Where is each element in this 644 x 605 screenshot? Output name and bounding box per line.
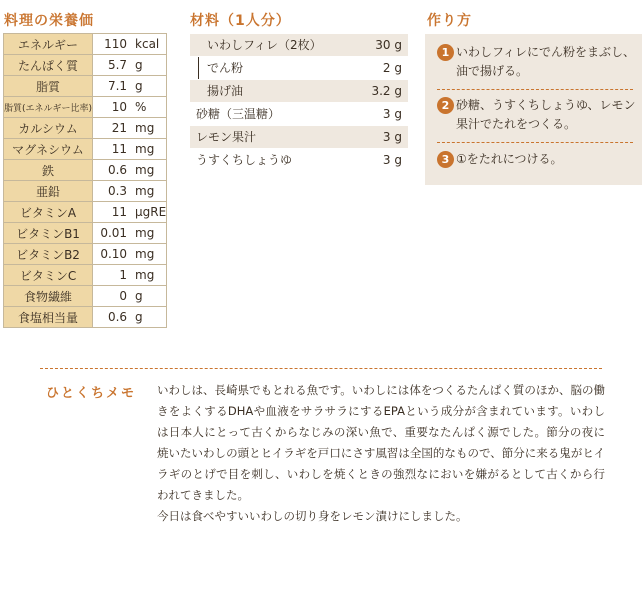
nutrient-name: カルシウム [4,118,93,139]
ingredient-amount: 3.2 g [371,84,402,98]
nutrient-value: 5.7 [107,58,128,72]
nutrient-unit: g [135,310,143,324]
nutrient-unit: mg [135,268,155,282]
nutrient-value: 10 [111,100,128,114]
ingredient-name: レモン果汁 [196,130,257,144]
ingredients-title: 材料（1人分） [190,13,291,29]
table-row [4,55,167,76]
nutrient-unit: g [135,289,143,303]
table-row [4,202,167,223]
list-item [190,34,408,57]
nutrient-unit: kcal [135,37,160,51]
nutrient-name: ビタミンC [4,265,93,286]
nutrient-unit: μgRE [135,205,167,219]
nutrient-name: 鉄 [4,160,93,181]
step-number-badge: 2 [437,97,454,114]
steps-panel [425,34,642,185]
memo-body [157,380,605,527]
nutrient-value: 0.10 [100,247,128,261]
step-item [437,96,637,134]
table-row [4,160,167,181]
list-item [190,80,408,103]
step-text: ①をたれにつける。 [456,152,563,166]
nutrient-unit: mg [135,226,155,240]
memo-paragraph: 今日は食べやすいいわしの切り身をレモン漬けにしました。 [157,509,468,523]
table-row [4,181,167,202]
nutrient-value: 0.01 [100,226,128,240]
nutrient-unit: % [135,100,147,114]
nutrient-name: エネルギー [4,34,93,55]
nutrient-value: 11 [111,142,128,156]
step-divider [437,89,633,90]
nutrient-unit: g [135,79,143,93]
list-item [190,149,408,172]
memo-title: ひとくちメモ [46,386,137,401]
step-number-badge: 1 [437,44,454,61]
nutrient-value: 0.6 [107,310,128,324]
nutrient-name: ビタミンB1 [4,223,93,244]
step-text: 砂糖、うすくちしょうゆ、レモン果汁でたれをつくる。 [456,98,636,131]
table-row [4,97,167,118]
step-text: いわしフィレにでん粉をまぶし、油で揚げる。 [456,45,636,78]
nutrient-unit: mg [135,121,155,135]
nutrient-name: ビタミンB2 [4,244,93,265]
ingredient-name: いわしフィレ（2枚） [207,38,322,52]
nutrient-value: 110 [104,37,128,51]
nutrient-name: ビタミンA [4,202,93,223]
nutrient-unit: mg [135,247,155,261]
memo-divider [40,368,602,369]
nutrition-table [3,33,167,328]
nutrient-name: 脂質(エネルギー比率) [4,97,93,118]
table-row [4,223,167,244]
nutrient-unit: mg [135,163,155,177]
step-number-badge: 3 [437,151,454,168]
table-row [4,34,167,55]
nutrient-name: マグネシウム [4,139,93,160]
nutrient-name: たんぱく質 [4,55,93,76]
nutrient-value: 11 [111,205,128,219]
step-item [437,43,637,81]
nutrient-value: 21 [111,121,128,135]
ingredient-name: 砂糖（三温糖） [196,107,281,121]
steps-title: 作り方 [427,13,472,29]
table-row [4,76,167,97]
nutrient-value: 7.1 [107,79,128,93]
step-item [437,150,637,169]
nutrient-value: 0.6 [107,163,128,177]
ingredient-amount: 2 g [382,61,402,75]
table-row [4,265,167,286]
nutrient-unit: mg [135,184,155,198]
nutrient-unit: g [135,58,143,72]
list-item [190,126,408,149]
ingredient-amount: 30 g [375,38,402,52]
list-item [190,57,408,80]
step-divider [437,142,633,143]
nutrition-title: 料理の栄養価 [4,13,94,29]
nutrient-value: 0 [119,289,128,303]
nutrient-name: 脂質 [4,76,93,97]
ingredient-name: うすくちしょうゆ [196,153,293,167]
ingredient-name: でん粉 [207,61,244,75]
table-row [4,286,167,307]
nutrient-value: 0.3 [107,184,128,198]
table-row [4,307,167,328]
list-item [190,103,408,126]
nutrient-unit: mg [135,142,155,156]
ingredient-amount: 3 g [382,130,402,144]
table-row [4,244,167,265]
ingredient-name: 揚げ油 [207,84,244,98]
ingredient-amount: 3 g [382,107,402,121]
memo-paragraph: いわしは、長崎県でもとれる魚です。いわしには体をつくるたんぱく質のほか、脳の働きをよくするDHAや血液をサラサラにするEPAという成分が含まれています。いわしは日本人にとって古くからなじみの深い魚で、重要なたんぱく源でした。節分の夜に焼いたいわしの頭とヒイラギを戸口にさす風習は全国的なもので、節分に来る鬼がヒイラギのとげで目を刺し、いわしを焼くときの強烈なにおいを嫌がるとして古くから行われてきました。 [157,383,605,502]
nutrient-name: 食塩相当量 [4,307,93,328]
ingredients-list [190,34,408,172]
table-row [4,139,167,160]
nutrient-name: 食物繊維 [4,286,93,307]
table-row [4,118,167,139]
nutrient-name: 亜鉛 [4,181,93,202]
nutrient-value: 1 [119,268,128,282]
ingredient-amount: 3 g [382,153,402,167]
